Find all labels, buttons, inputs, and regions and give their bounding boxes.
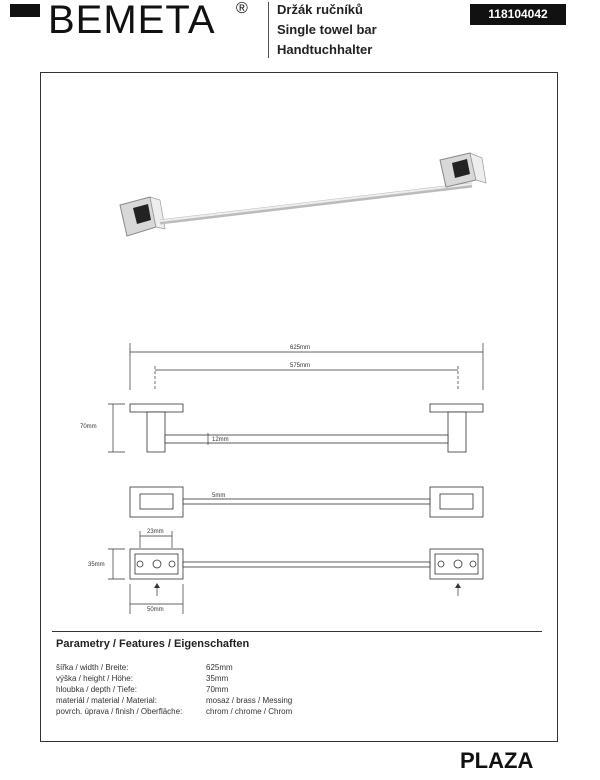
title-en: Single towel bar <box>277 22 377 37</box>
dim-base: 50mm <box>147 607 164 613</box>
series-name: PLAZA <box>460 748 534 773</box>
title-cz: Držák ručníků <box>277 2 363 17</box>
registered-mark: ® <box>236 0 248 17</box>
feature-value-material: mosaz / brass / Messing <box>206 696 293 705</box>
feature-label-height: výška / height / Höhe: <box>56 674 133 683</box>
dim-rod: 5mm <box>212 493 226 499</box>
dim-overall: 625mm <box>289 345 311 351</box>
feature-label-width: šířka / width / Breite: <box>56 663 129 672</box>
dim-bar: 12mm <box>212 437 229 443</box>
feature-value-height: 35mm <box>206 674 229 683</box>
dim-hole-spacing: 23mm <box>147 529 164 535</box>
feature-label-finish: povrch. úprava / finish / Oberfläche: <box>56 707 183 716</box>
feature-value-width: 625mm <box>206 663 233 672</box>
brand-logo: BEMETA <box>48 0 216 42</box>
dim-height: 35mm <box>88 562 105 568</box>
product-code: 118104042 <box>470 4 566 25</box>
title-de: Handtuchhalter <box>277 42 373 57</box>
feature-value-finish: chrom / chrome / Chrom <box>206 707 293 716</box>
dim-inner: 575mm <box>289 363 311 369</box>
product-render <box>120 153 486 236</box>
dim-depth: 70mm <box>80 424 97 430</box>
features-title: Parametry / Features / Eigenschaften <box>56 638 250 650</box>
features-divider <box>52 631 542 632</box>
feature-value-depth: 70mm <box>206 685 229 694</box>
feature-label-depth: hloubka / depth / Tiefe: <box>56 685 137 694</box>
feature-label-material: materiál / material / Material: <box>56 696 157 705</box>
